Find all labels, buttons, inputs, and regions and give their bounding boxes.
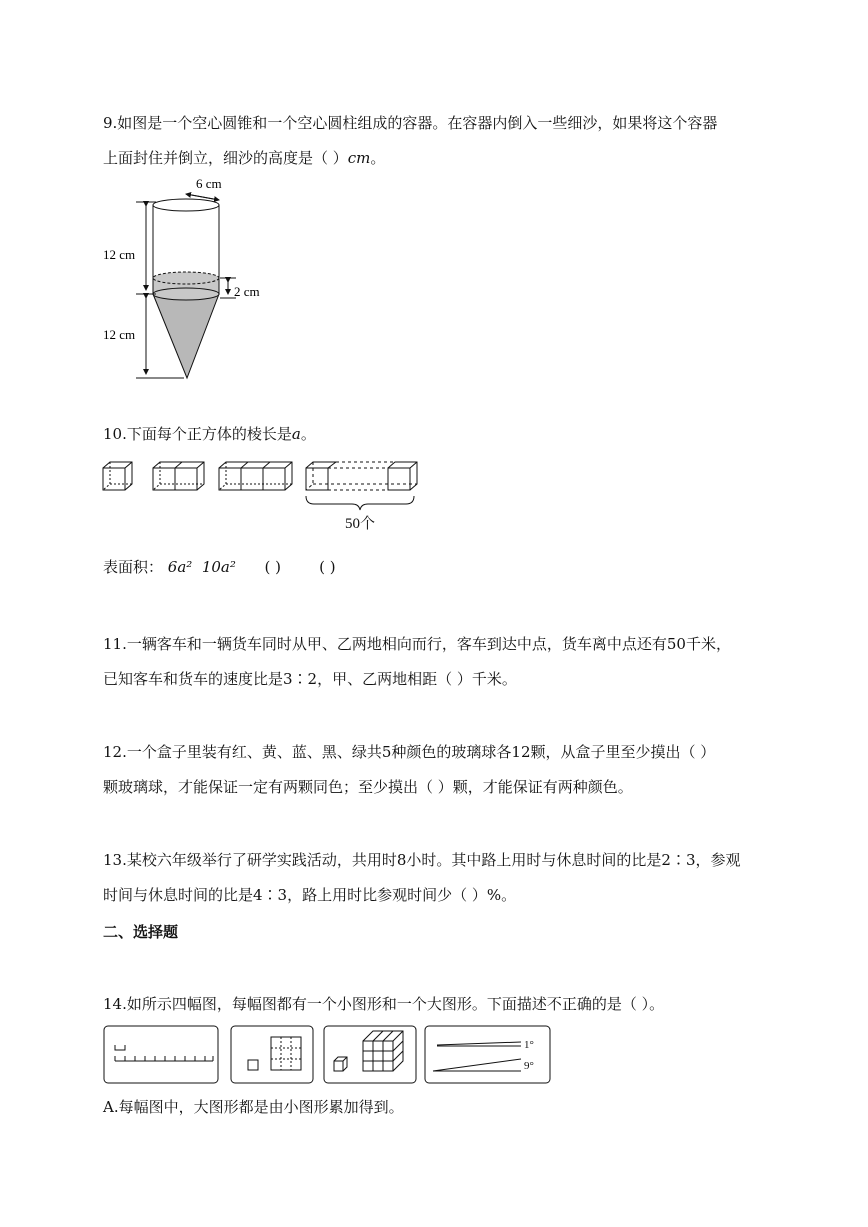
label-top-width: 6 cm — [196, 176, 222, 191]
cube-50 — [306, 462, 417, 490]
q10-text-post: 。 — [300, 425, 316, 443]
cube-2 — [153, 462, 204, 490]
q11-line2: 已知客车和货车的速度比是3∶2，甲、乙两地相距（ ）千米。 — [103, 670, 517, 688]
q12-line1: 12.一个盒子里装有红、黄、蓝、黑、绿共5种颜色的玻璃球各12颗，从盒子里至少摸出（ ） — [103, 743, 716, 761]
q12-line2: 颗玻璃球，才能保证一定有两颗同色；至少摸出（ ）颗，才能保证有两种颜色。 — [103, 778, 633, 796]
area-blank-2: ( ) — [319, 558, 336, 576]
brace — [306, 496, 414, 510]
cube-1 — [103, 462, 132, 490]
q10-var: a — [291, 425, 301, 443]
q10-text — [103, 423, 316, 445]
q11-line1: 11.一辆客车和一辆货车同时从甲、乙两地相向而行，客车到达中点，货车离中点还有50千米， — [103, 635, 731, 653]
angle-label-1: 1° — [524, 1039, 534, 1051]
cone-sand — [153, 294, 219, 378]
label-cyl-height: 12 cm — [103, 247, 136, 262]
q13-line2: 时间与休息时间的比是4∶3，路上用时比参观时间少（ ）%。 — [103, 886, 517, 904]
q9-line1: 9.如图是一个空心圆锥和一个空心圆柱组成的容器。在容器内倒入一些细沙，如果将这个容器 — [103, 114, 718, 132]
q10-area-line — [103, 556, 336, 578]
area-1: 6a² — [167, 558, 193, 576]
area-label: 表面积： — [103, 558, 164, 576]
q14-line1: 14.如所示四幅图，每幅图都有一个小图形和一个大图形。下面描述不正确的是（ ）。 — [103, 995, 665, 1013]
label-sand-height: 2 cm — [234, 284, 260, 299]
q10-cubes-figure — [100, 458, 420, 533]
q14-option-a: A.每幅图中，大图形都是由小图形累加得到。 — [103, 1098, 404, 1116]
q9-line2 — [103, 147, 385, 169]
q13-line1: 13.某校六年级举行了研学实践活动，共用时8小时。其中路上用时与休息时间的比是2∶3，参观 — [103, 851, 741, 869]
fig-box-1 — [104, 1026, 218, 1083]
q9-container-figure — [100, 170, 300, 385]
q9-line2-pre: 上面封住并倒立，细沙的高度是（ ） — [103, 149, 348, 167]
cube-3 — [219, 462, 292, 490]
section-title: 二、选择题 — [103, 923, 179, 941]
q9-line2-post: 。 — [370, 149, 386, 167]
cylinder-top — [153, 199, 219, 211]
label-cone-height: 12 cm — [103, 327, 136, 342]
area-blank-1: ( ) — [264, 558, 281, 576]
count-label: 50个 — [345, 516, 376, 532]
q9-unit: cm — [347, 149, 371, 167]
angle-label-2: 9° — [524, 1060, 534, 1072]
q10-text-pre: 10.下面每个正方体的棱长是 — [103, 425, 292, 443]
area-2: 10a² — [201, 558, 236, 576]
q14-figures — [103, 1025, 563, 1087]
fig-box-4 — [425, 1026, 550, 1083]
